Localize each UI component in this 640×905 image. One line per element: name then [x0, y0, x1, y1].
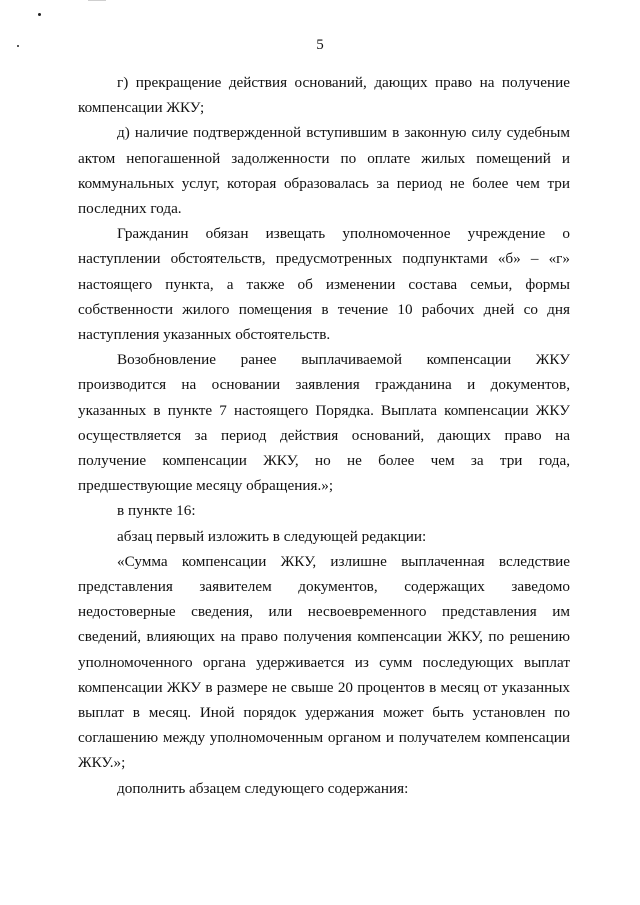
scan-line — [88, 0, 106, 1]
paragraph-resume: Возобновление ранее выплачиваемой компенсации ЖКУ производится на основании заявления гражданина и документов, указанных в пункте 7 настоящего Порядка. Выплата компенсации ЖКУ осуществляется за период действия оснований, дающих право на получение компенсации ЖКУ, но не более чем за три года, предшествующие месяцу обращения.»; — [78, 351, 570, 495]
paragraph-g: г) прекращение действия оснований, дающих право на получение компенсации ЖКУ; — [78, 74, 570, 117]
scan-dot — [38, 13, 41, 16]
page-number: 5 — [316, 37, 324, 53]
paragraph-point-16: в пункте 16: — [117, 502, 196, 520]
paragraph-overpayment: «Сумма компенсации ЖКУ, излишне выплаченная вследствие представления заявителем документов, содержащих заведомо недостоверные сведения, или несвоевременного представления им сведений, влияющих на право получения компенсации ЖКУ, по решению уполномоченного органа удерживается из сумм последующих выплат компенсации ЖКУ в размере не свыше 20 процентов в месяц от указанных выплат в месяц. Иной порядок удержания может быть установлен по соглашению между уполномоченным органом и получателем компенсации ЖКУ.»; — [78, 552, 570, 772]
paragraph-d: д) наличие подтвержденной вступившим в законную силу судебным актом непогашенной задолженности по оплате жилых помещений и коммунальных услуг, которая образовалась за период не более чем три последних года. — [78, 124, 570, 218]
paragraph-edit-instruction: абзац первый изложить в следующей редакции: — [117, 527, 427, 545]
paragraph-add-instruction: дополнить абзацем следующего содержания: — [117, 779, 409, 797]
document-content — [78, 70, 570, 801]
paragraph-notice: Гражданин обязан извещать уполномоченное учреждение о наступлении обстоятельств, предусмотренных подпунктами «б» – «г» настоящего пункта, а также об изменении состава семьи, формы собственности жилого помещения в течение 10 рабочих дней со дня наступления указанных обстоятельств. — [78, 225, 570, 344]
